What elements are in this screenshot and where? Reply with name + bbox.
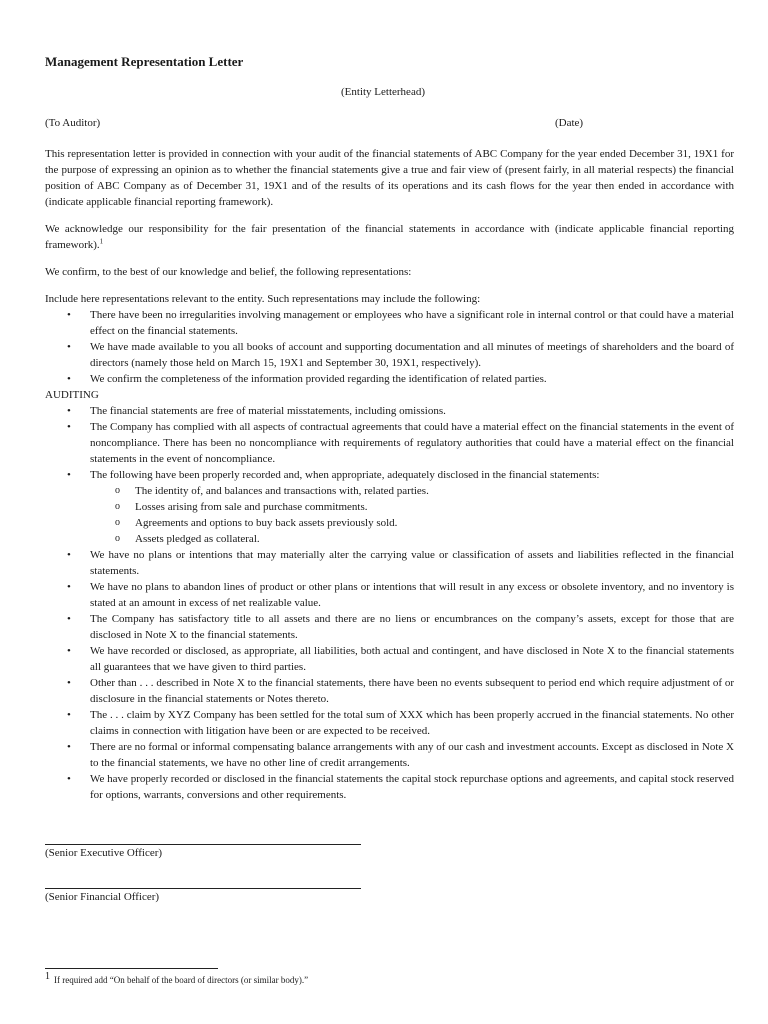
signature-label-financial: (Senior Financial Officer) [45, 891, 160, 903]
sub-list-item-text: The identity of, and balances and transactions with, related parties. [135, 485, 429, 497]
signature-line-executive [45, 844, 361, 845]
list-item-text: We have no plans to abandon lines of product or other plans or intentions that will result in any excess or obsolete inventory, and no inventory is stated at an amount in excess of net realizable value. [90, 581, 734, 609]
list-item-text: We confirm the completeness of the information provided regarding the identification of related parties. [90, 373, 547, 385]
list-item [45, 771, 734, 803]
sub-list-container [45, 483, 734, 547]
section-label-auditing: AUDITING [45, 389, 99, 401]
to-auditor: (To Auditor) [45, 117, 101, 129]
intro-paragraph: This representation letter is provided in connection with your audit of the financial statements of ABC Company for the year ended December 31, 19X1 for the purpose of expressing an opinion as to whether the financial statements give a true and fair view of (present fairly, in all material respects) the financial position of ABC Company as of December 31, 19X1 and of the results of its operations and its cash flows for the year then ended in accordance with (indicate applicable financial reporting framework). [45, 148, 734, 208]
list-item-text: The . . . claim by XYZ Company has been settled for the total sum of XXX which has been properly accrued in the financial statements. No other claims in connection with litigation have been or are expected to be received. [90, 709, 734, 737]
sub-list-item [90, 483, 734, 499]
list-item-text: The financial statements are free of material misstatements, including omissions. [90, 405, 446, 417]
sub-list [90, 483, 734, 547]
footnote-text: If required add “On behalf of the board of directors (or similar body).” [54, 975, 309, 985]
sub-list-item-text: Assets pledged as collateral. [135, 533, 260, 545]
acknowledge-paragraph [45, 221, 734, 253]
bullet-glyph: • [67, 309, 71, 321]
list-item [45, 611, 734, 643]
sub-list-item-text: Agreements and options to buy back assets previously sold. [135, 517, 398, 529]
footnote-number: 1 [45, 971, 50, 982]
representations-list-general [45, 307, 734, 387]
list-item [45, 739, 734, 771]
list-item [45, 643, 734, 675]
bullet-glyph: • [67, 373, 71, 385]
list-item-text: We have properly recorded or disclosed in the financial statements the capital stock repurchase options and agreements, and capital stock reserved for options, warrants, conversions and other requirements. [90, 773, 734, 801]
list-item [45, 467, 734, 483]
list-item-text: There have been no irregularities involving management or employees who have a significant role in internal control or that could have a material effect on the financial statements. [90, 309, 734, 337]
representations-list-auditing [45, 403, 734, 803]
list-item-text: Other than . . . described in Note X to the financial statements, there have been no events subsequent to period end which require adjustment of or disclosure in the financial statements or Notes thereto. [90, 677, 734, 705]
sub-list-item [90, 499, 734, 515]
list-item [45, 371, 734, 387]
sub-bullet-glyph: o [115, 501, 120, 512]
list-item-text: There are no formal or informal compensating balance arrangements with any of our cash and investment accounts. Except as disclosed in Note X to the financial statements, we have no other line of credit arrangements. [90, 741, 734, 769]
list-item [45, 547, 734, 579]
bullet-glyph: • [67, 405, 71, 417]
sub-list-item-text: Losses arising from sale and purchase commitments. [135, 501, 368, 513]
bullet-glyph: • [67, 677, 71, 689]
bullet-glyph: • [67, 421, 71, 433]
list-item-text: We have made available to you all books of account and supporting documentation and all minutes of meetings of shareholders and the board of directors (namely those held on March 15, 19X1 and September 30, 19X1, respectively). [90, 341, 734, 369]
confirm-paragraph: We confirm, to the best of our knowledge and belief, the following representations: [45, 266, 412, 278]
list-item-text: We have recorded or disclosed, as appropriate, all liabilities, both actual and contingent, and have disclosed in Note X to the financial statements all guarantees that we have given to third parties. [90, 645, 734, 673]
footnote-rule [45, 968, 218, 969]
bullet-glyph: • [67, 645, 71, 657]
list-item-text: The Company has complied with all aspects of contractual agreements that could have a material effect on the financial statements in the event of noncompliance. There has been no noncompliance with requirements of regulatory authorities that could have a material effect on the financial statements in the event of noncompliance. [90, 421, 734, 465]
list-item [45, 339, 734, 371]
list-item-text: The following have been properly recorded and, when appropriate, adequately disclosed in the financial statements: [90, 469, 600, 481]
sub-bullet-glyph: o [115, 517, 120, 528]
sub-list-item [90, 531, 734, 547]
include-here-paragraph: Include here representations relevant to the entity. Such representations may include the following: [45, 293, 481, 305]
list-item [45, 579, 734, 611]
signature-label-executive: (Senior Executive Officer) [45, 847, 163, 859]
bullet-glyph: • [67, 773, 71, 785]
document-title: Management Representation Letter [45, 54, 244, 69]
list-item [45, 707, 734, 739]
bullet-glyph: • [67, 741, 71, 753]
letter-body [45, 146, 734, 803]
list-item [45, 307, 734, 339]
bullet-glyph: • [67, 581, 71, 593]
bullet-glyph: • [67, 613, 71, 625]
sub-bullet-glyph: o [115, 485, 120, 496]
footnote [45, 971, 309, 986]
list-item-text: We have no plans or intentions that may materially alter the carrying value or classification of assets and liabilities reflected in the financial statements. [90, 549, 734, 577]
list-item [45, 675, 734, 707]
date-placeholder: (Date) [555, 117, 584, 129]
entity-letterhead: (Entity Letterhead) [341, 86, 425, 98]
signature-line-financial [45, 888, 361, 889]
bullet-glyph: • [67, 549, 71, 561]
acknowledge-text: We acknowledge our responsibility for the fair presentation of the financial statements in accordance with (indicate applicable financial reporting framework). [45, 223, 734, 251]
bullet-glyph: • [67, 469, 71, 481]
sub-list-item [90, 515, 734, 531]
list-item-text: The Company has satisfactory title to all assets and there are no liens or encumbrances on the company’s assets, except for those that are disclosed in Note X to the financial statements. [90, 613, 734, 641]
footnote-ref: 1 [99, 237, 104, 246]
bullet-glyph: • [67, 709, 71, 721]
list-item [45, 403, 734, 419]
list-item [45, 419, 734, 467]
bullet-glyph: • [67, 341, 71, 353]
sub-bullet-glyph: o [115, 533, 120, 544]
